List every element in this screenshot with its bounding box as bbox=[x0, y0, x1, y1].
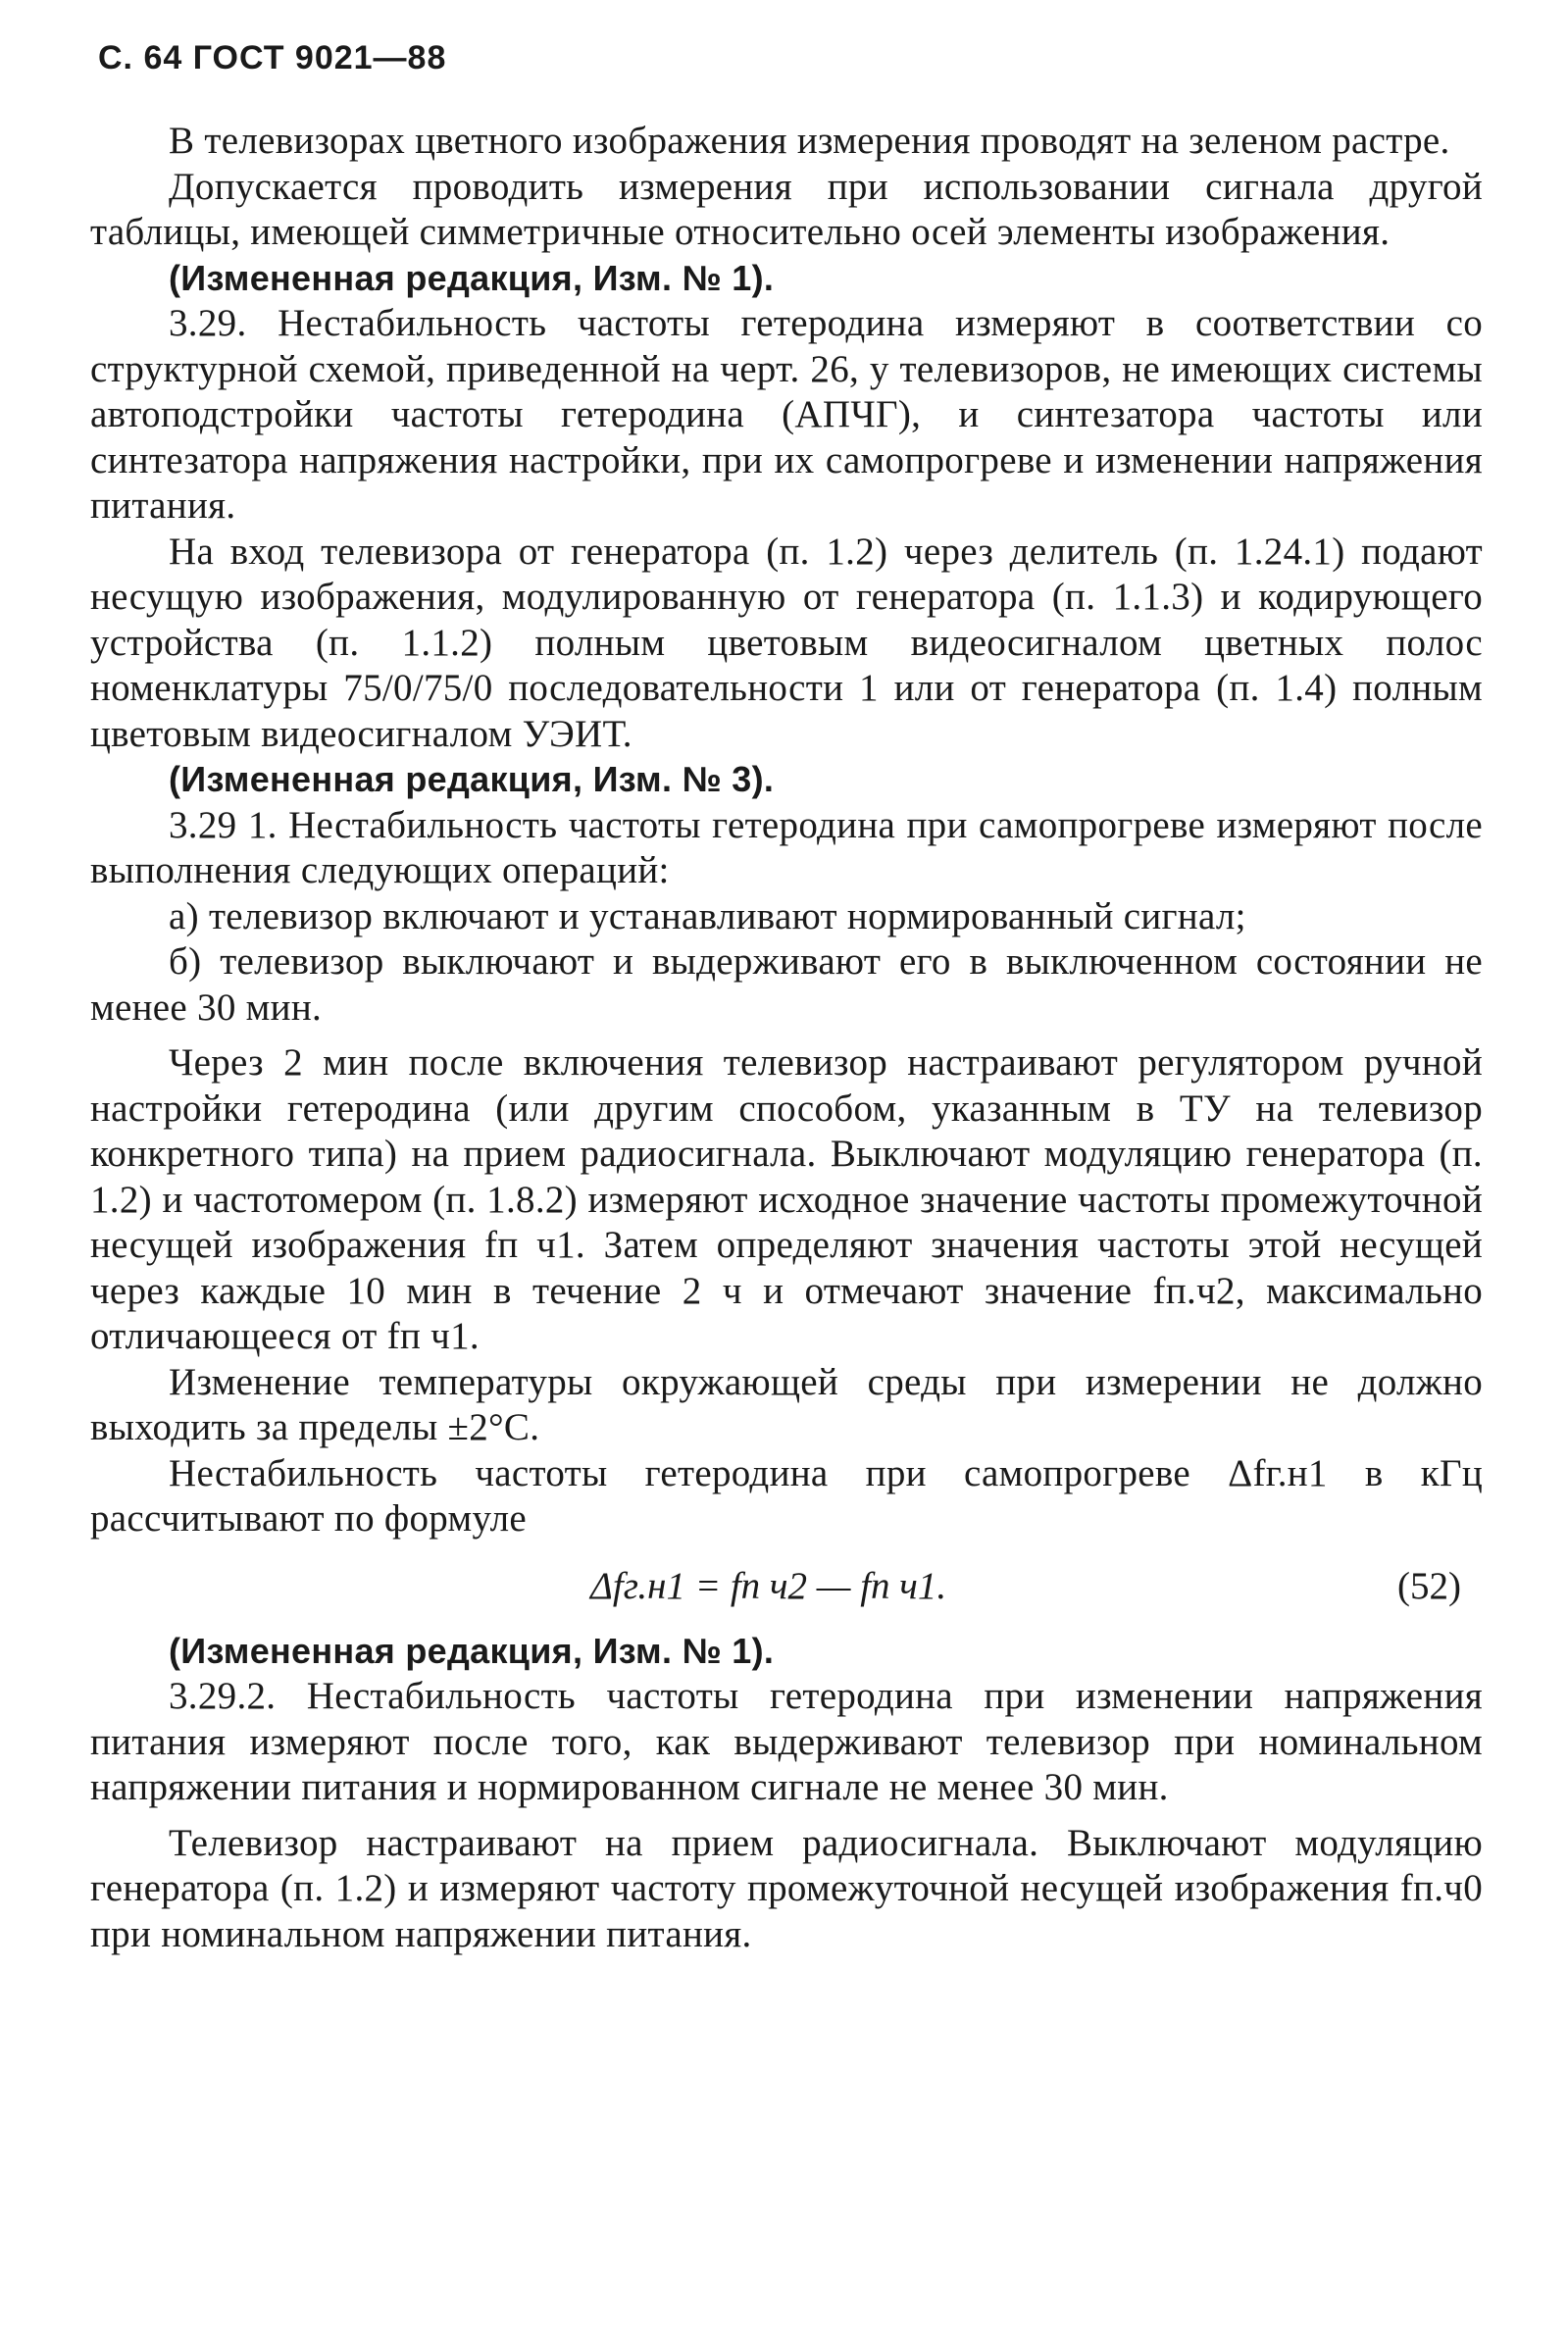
amendment-note: (Измененная редакция, Изм. № 3). bbox=[169, 759, 775, 799]
formula-number: (52) bbox=[1397, 1564, 1461, 1607]
list-item: а) телевизор включают и устанавливают нормированный сигнал; bbox=[169, 894, 1246, 937]
formula-expression: Δfг.н1 = fп ч2 — fп ч1. bbox=[590, 1564, 947, 1607]
paragraph: В телевизорах цветного изображения измерения проводят на зеленом растре. bbox=[169, 120, 1450, 162]
paragraph: Нестабильность частоты гетеродина при самопрогреве Δfг.н1 в кГц рассчитывают по формуле bbox=[90, 1451, 1483, 1540]
paragraph: 3.29. Нестабильность частоты гетеродина измеряют в соответствии со структурной схемой, приведенной на черт. 26, у телевизоров, не имеющих системы автоподстройки частоты гетеродина (АПЧГ), и синтезатора частоты или синтезатора напряжения настройки, при их самопрогреве и изменении напряжения питания. bbox=[90, 302, 1483, 527]
paragraph: Через 2 мин после включения телевизор настраивают регулятором ручной настройки гетеродина (или другим способом, указанным в ТУ на телевизор конкретного типа) на прием радиосигнала. Выключают модуляцию генератора (п. 1.2) и частотомером (п. 1.8.2) измеряют исходное значение частоты промежуточной несущей изображения fп ч1. Затем определяют значения частоты этой несущей через каждые 10 мин в течение 2 ч и отмечают значение fп.ч2, максимально отличающееся от fп ч1. bbox=[90, 1041, 1483, 1357]
formula bbox=[90, 1564, 1483, 1619]
amendment-note: (Измененная редакция, Изм. № 1). bbox=[169, 257, 775, 298]
paragraph: Допускается проводить измерения при использовании сигнала другой таблицы, имеющей симметричные относительно осей элементы изображения. bbox=[90, 165, 1483, 253]
list-item: б) телевизор выключают и выдерживают его в выключенном состоянии не менее 30 мин. bbox=[90, 940, 1483, 1029]
paragraph: Телевизор настраивают на прием радиосигнала. Выключают модуляцию генератора (п. 1.2) и измеряют частоту промежуточной несущей изображения fп.ч0 при номинальном напряжении питания. bbox=[90, 1821, 1483, 1955]
paragraph: Изменение температуры окружающей среды при измерении не должно выходить за пределы ±2°С. bbox=[90, 1360, 1483, 1448]
document-page bbox=[90, 39, 1483, 1957]
page-header: С. 64 ГОСТ 9021—88 bbox=[98, 39, 447, 76]
paragraph: На вход телевизора от генератора (п. 1.2) через делитель (п. 1.24.1) подают несущую изображения, модулированную от генератора (п. 1.1.3) и кодирующего устройства (п. 1.1.2) полным цветовым видеосигналом цветных полос номенклатуры 75/0/75/0 последовательности 1 или от генератора (п. 1.4) полным цветовым видеосигналом УЭИТ. bbox=[90, 530, 1483, 755]
amendment-note: (Измененная редакция, Изм. № 1). bbox=[169, 1630, 775, 1671]
paragraph: 3.29 1. Нестабильность частоты гетеродина при самопрогреве измеряют после выполнения следующих операций: bbox=[90, 803, 1483, 891]
paragraph: 3.29.2. Нестабильность частоты гетеродина при изменении напряжения питания измеряют после того, как выдерживают телевизор при номинальном напряжении питания и нормированном сигнале не менее 30 мин. bbox=[90, 1675, 1483, 1808]
